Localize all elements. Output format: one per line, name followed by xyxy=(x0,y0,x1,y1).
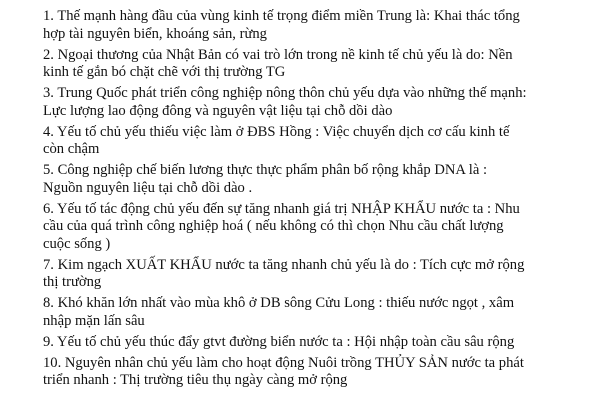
list-item-line: 3. Trung Quốc phát triển công nghiệp nông thôn chủ yếu dựa vào những thế mạnh: xyxy=(43,85,527,101)
list-item-4 xyxy=(43,124,590,159)
list-item-line: 2. Ngoại thương của Nhật Bản có vai trò lớn trong nề kinh tế chủ yếu là do: Nền xyxy=(43,46,513,63)
list-item-line: kinh tế gắn bó chặt chẽ với thị trường TG xyxy=(43,64,286,80)
list-item-line: 4. Yếu tố chủ yếu thiếu việc làm ở ĐBS Hồng : Việc chuyển dịch cơ cấu kinh tế xyxy=(43,123,510,140)
list-item-line: nhập mặn lấn sâu xyxy=(43,312,145,329)
list-item-line: 10. Nguyên nhân chủ yếu làm cho hoạt động Nuôi trồng THỦY SẢN nước ta phát xyxy=(43,354,524,371)
list-item-line: 9. Yếu tố chủ yếu thúc đẩy gtvt đường biển nước ta : Hội nhập toàn cầu sâu rộng xyxy=(43,333,515,350)
list-item-8 xyxy=(43,295,590,330)
list-item-2 xyxy=(43,47,590,82)
list-item-line: cuộc sống ) xyxy=(43,235,111,252)
list-item-line: 6. Yếu tố tác động chủ yếu đến sự tăng nhanh giá trị NHẬP KHẨU nước ta : Nhu xyxy=(43,200,520,217)
list-item-10 xyxy=(43,355,590,390)
list-item-line: cầu của quá trình công nghiệp hoá ( nếu không có thì chọn Nhu cầu chất lượng xyxy=(43,218,504,234)
list-item-line: Nguồn nguyên liệu tại chỗ dồi dào . xyxy=(43,179,253,196)
list-item-3 xyxy=(43,85,590,120)
list-item-6 xyxy=(43,201,590,254)
list-item-line: 5. Công nghiệp chế biến lương thực thực phẩm phân bố rộng khắp DNA là : xyxy=(43,162,488,178)
list-item-line: triển nhanh : Thị trường tiêu thụ ngày càng mở rộng xyxy=(43,372,348,388)
list-item-line: còn chậm xyxy=(43,141,100,157)
list-item-5 xyxy=(43,162,590,197)
list-item-1 xyxy=(43,8,590,43)
list-item-line: 8. Khó khăn lớn nhất vào mùa khô ở DB sông Cửu Long : thiếu nước ngọt , xâm xyxy=(43,295,515,311)
list-item-line: 1. Thế mạnh hàng đầu của vùng kinh tế trọng điểm miền Trung là: Khai thác tổng xyxy=(43,8,520,24)
list-item-line: hợp tài nguyên biển, khoáng sản, rừng xyxy=(43,25,267,42)
list-item-7 xyxy=(43,257,590,292)
list-item-line: thị trường xyxy=(43,274,102,290)
list-item-9 xyxy=(43,334,590,352)
list-item-line: 7. Kim ngạch XUẤT KHẨU nước ta tăng nhanh chủ yếu là do : Tích cực mở rộng xyxy=(43,256,525,273)
answer-list xyxy=(43,8,590,390)
list-item-line: Lực lượng lao động đông và nguyên vật liệu tại chỗ dồi dào xyxy=(43,102,393,119)
